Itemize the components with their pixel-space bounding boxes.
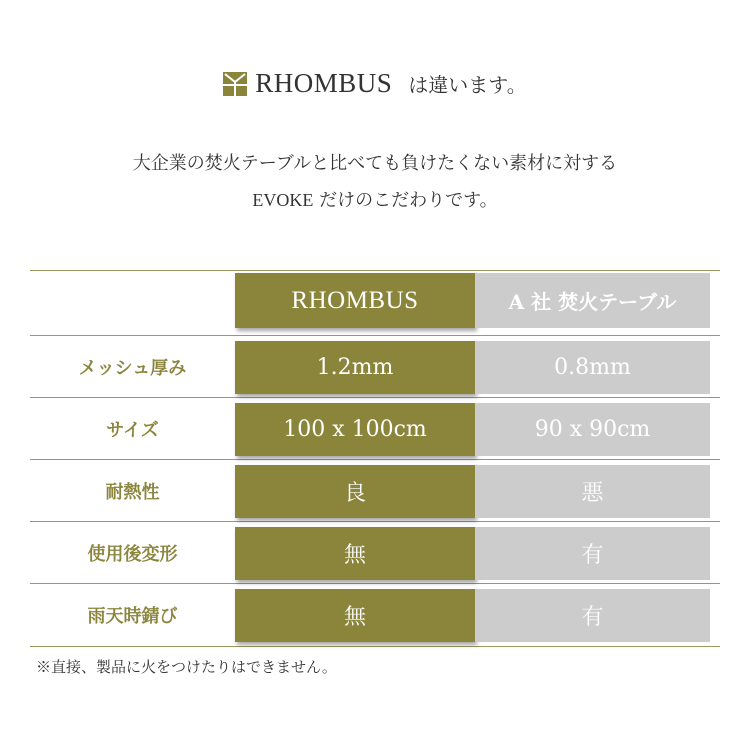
competitor-value-size: 90 x 90cm xyxy=(475,403,710,456)
heading-suffix: は違います。 xyxy=(408,73,527,97)
intro-brand: EVOKE xyxy=(252,190,314,210)
competitor-value-mesh-thickness: 0.8mm xyxy=(475,341,710,394)
heading-brand: RHOMBUS xyxy=(255,68,393,98)
rhombus-value-rust: 無 xyxy=(235,589,475,642)
intro-line-2 xyxy=(0,182,750,219)
rhombus-logo-icon xyxy=(223,72,247,96)
intro-line-1: 大企業の焚火テーブルと比べても負けたくない素材に対する xyxy=(132,153,618,174)
rhombus-value-mesh-thickness: 1.2mm xyxy=(235,341,475,394)
row-label-size: サイズ xyxy=(106,419,159,441)
footnote: ※直接、製品に火をつけたりはできません。 xyxy=(36,658,337,676)
competitor-value-deformation: 有 xyxy=(475,527,710,580)
table-rule xyxy=(30,521,720,522)
row-label-mesh-thickness: メッシュ厚み xyxy=(78,357,187,379)
competitor-value-heat-resistance: 悪 xyxy=(475,465,710,518)
table-rule xyxy=(30,459,720,460)
rhombus-value-heat-resistance: 良 xyxy=(235,465,475,518)
table-rule-bottom xyxy=(30,646,720,647)
rhombus-value-deformation: 無 xyxy=(235,527,475,580)
column-header-rhombus: RHOMBUS xyxy=(235,273,475,328)
intro-text xyxy=(0,146,750,219)
table-rule xyxy=(30,583,720,584)
table-rule xyxy=(30,397,720,398)
intro-line-2-rest: だけのこだわりです。 xyxy=(319,190,498,211)
page-heading xyxy=(0,68,750,99)
table-rule xyxy=(30,335,720,336)
row-label-heat-resistance: 耐熱性 xyxy=(105,481,160,503)
competitor-value-rust: 有 xyxy=(475,589,710,642)
row-label-deformation: 使用後変形 xyxy=(87,543,178,565)
table-rule-top xyxy=(30,270,720,271)
column-header-competitor: A 社 焚火テーブル xyxy=(475,273,710,328)
rhombus-value-size: 100 x 100cm xyxy=(235,403,475,456)
row-label-rust: 雨天時錆び xyxy=(87,605,178,627)
